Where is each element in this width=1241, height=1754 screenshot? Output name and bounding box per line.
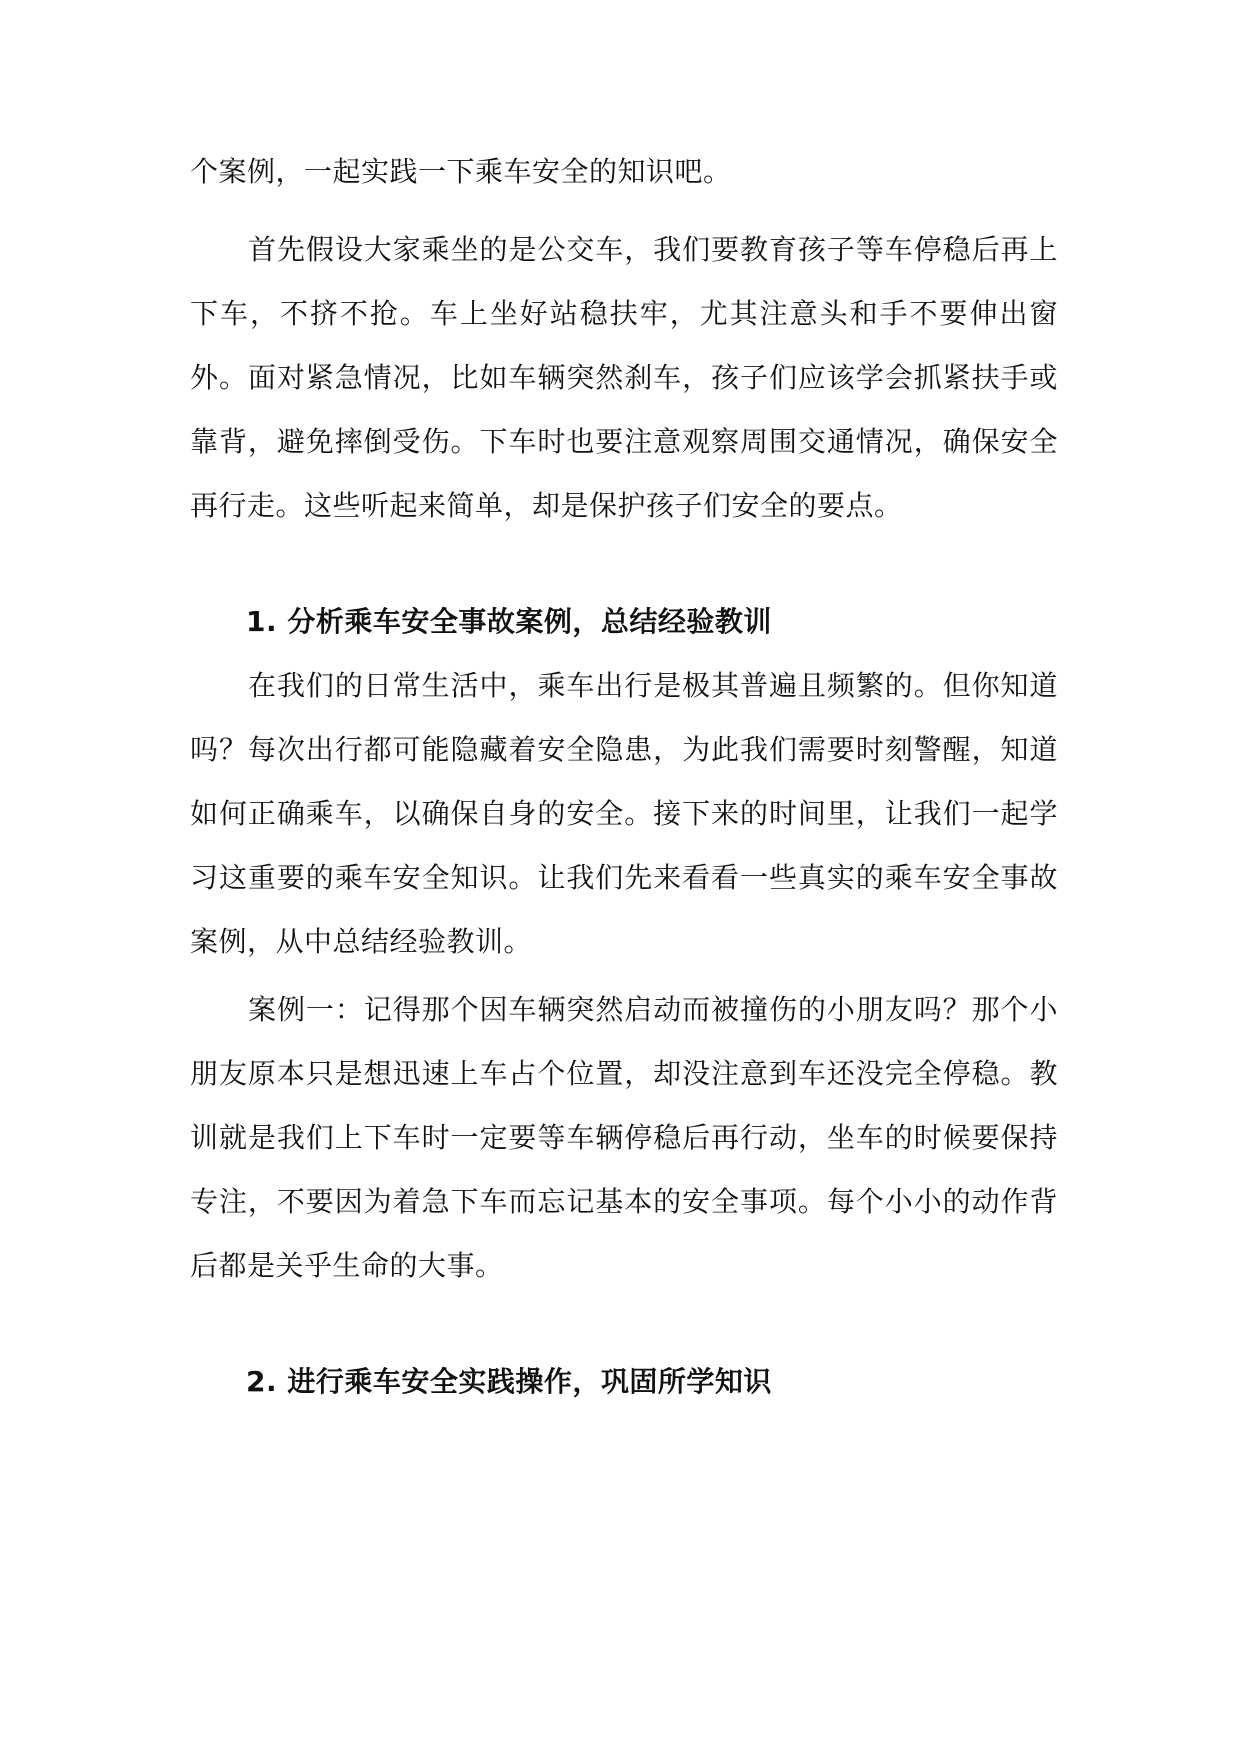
paragraph-bus-safety: 首先假设大家乘坐的是公交车，我们要教育孩子等车停稳后再上下车，不挤不抢。车上坐好站稳扶牢，尤其注意头和手不要伸出窗外。面对紧急情况，比如车辆突然刹车，孩子们应该学会抓紧扶手或靠背，避免摔倒受伤。下车时也要注意观察周围交通情况，确保安全再行走。这些听起来简单，却是保护孩子们安全的要点。: [190, 233, 1058, 522]
document-page: [190, 140, 1058, 1414]
section-heading-2: 2. 进行乘车安全实践操作，巩固所学知识: [246, 1365, 772, 1398]
section-heading-1: 1. 分析乘车安全事故案例，总结经验教训: [246, 605, 772, 638]
paragraph-accident-intro: 在我们的日常生活中，乘车出行是极其普遍且频繁的。但你知道吗？每次出行都可能隐藏着安全隐患，为此我们需要时刻警醒，知道如何正确乘车，以确保自身的安全。接下来的时间里，让我们一起学习这重要的乘车安全知识。让我们先来看看一些真实的乘车安全事故案例，从中总结经验教训。: [190, 669, 1058, 958]
paragraph-intro-continued: 个案例，一起实践一下乘车安全的知识吧。: [190, 155, 732, 188]
paragraph-case-one: 案例一：记得那个因车辆突然启动而被撞伤的小朋友吗？那个小朋友原本只是想迅速上车占个位置，却没注意到车还没完全停稳。教训就是我们上下车时一定要等车辆停稳后再行动，坐车的时候要保持专注，不要因为着急下车而忘记基本的安全事项。每个小小的动作背后都是关乎生命的大事。: [190, 993, 1058, 1282]
